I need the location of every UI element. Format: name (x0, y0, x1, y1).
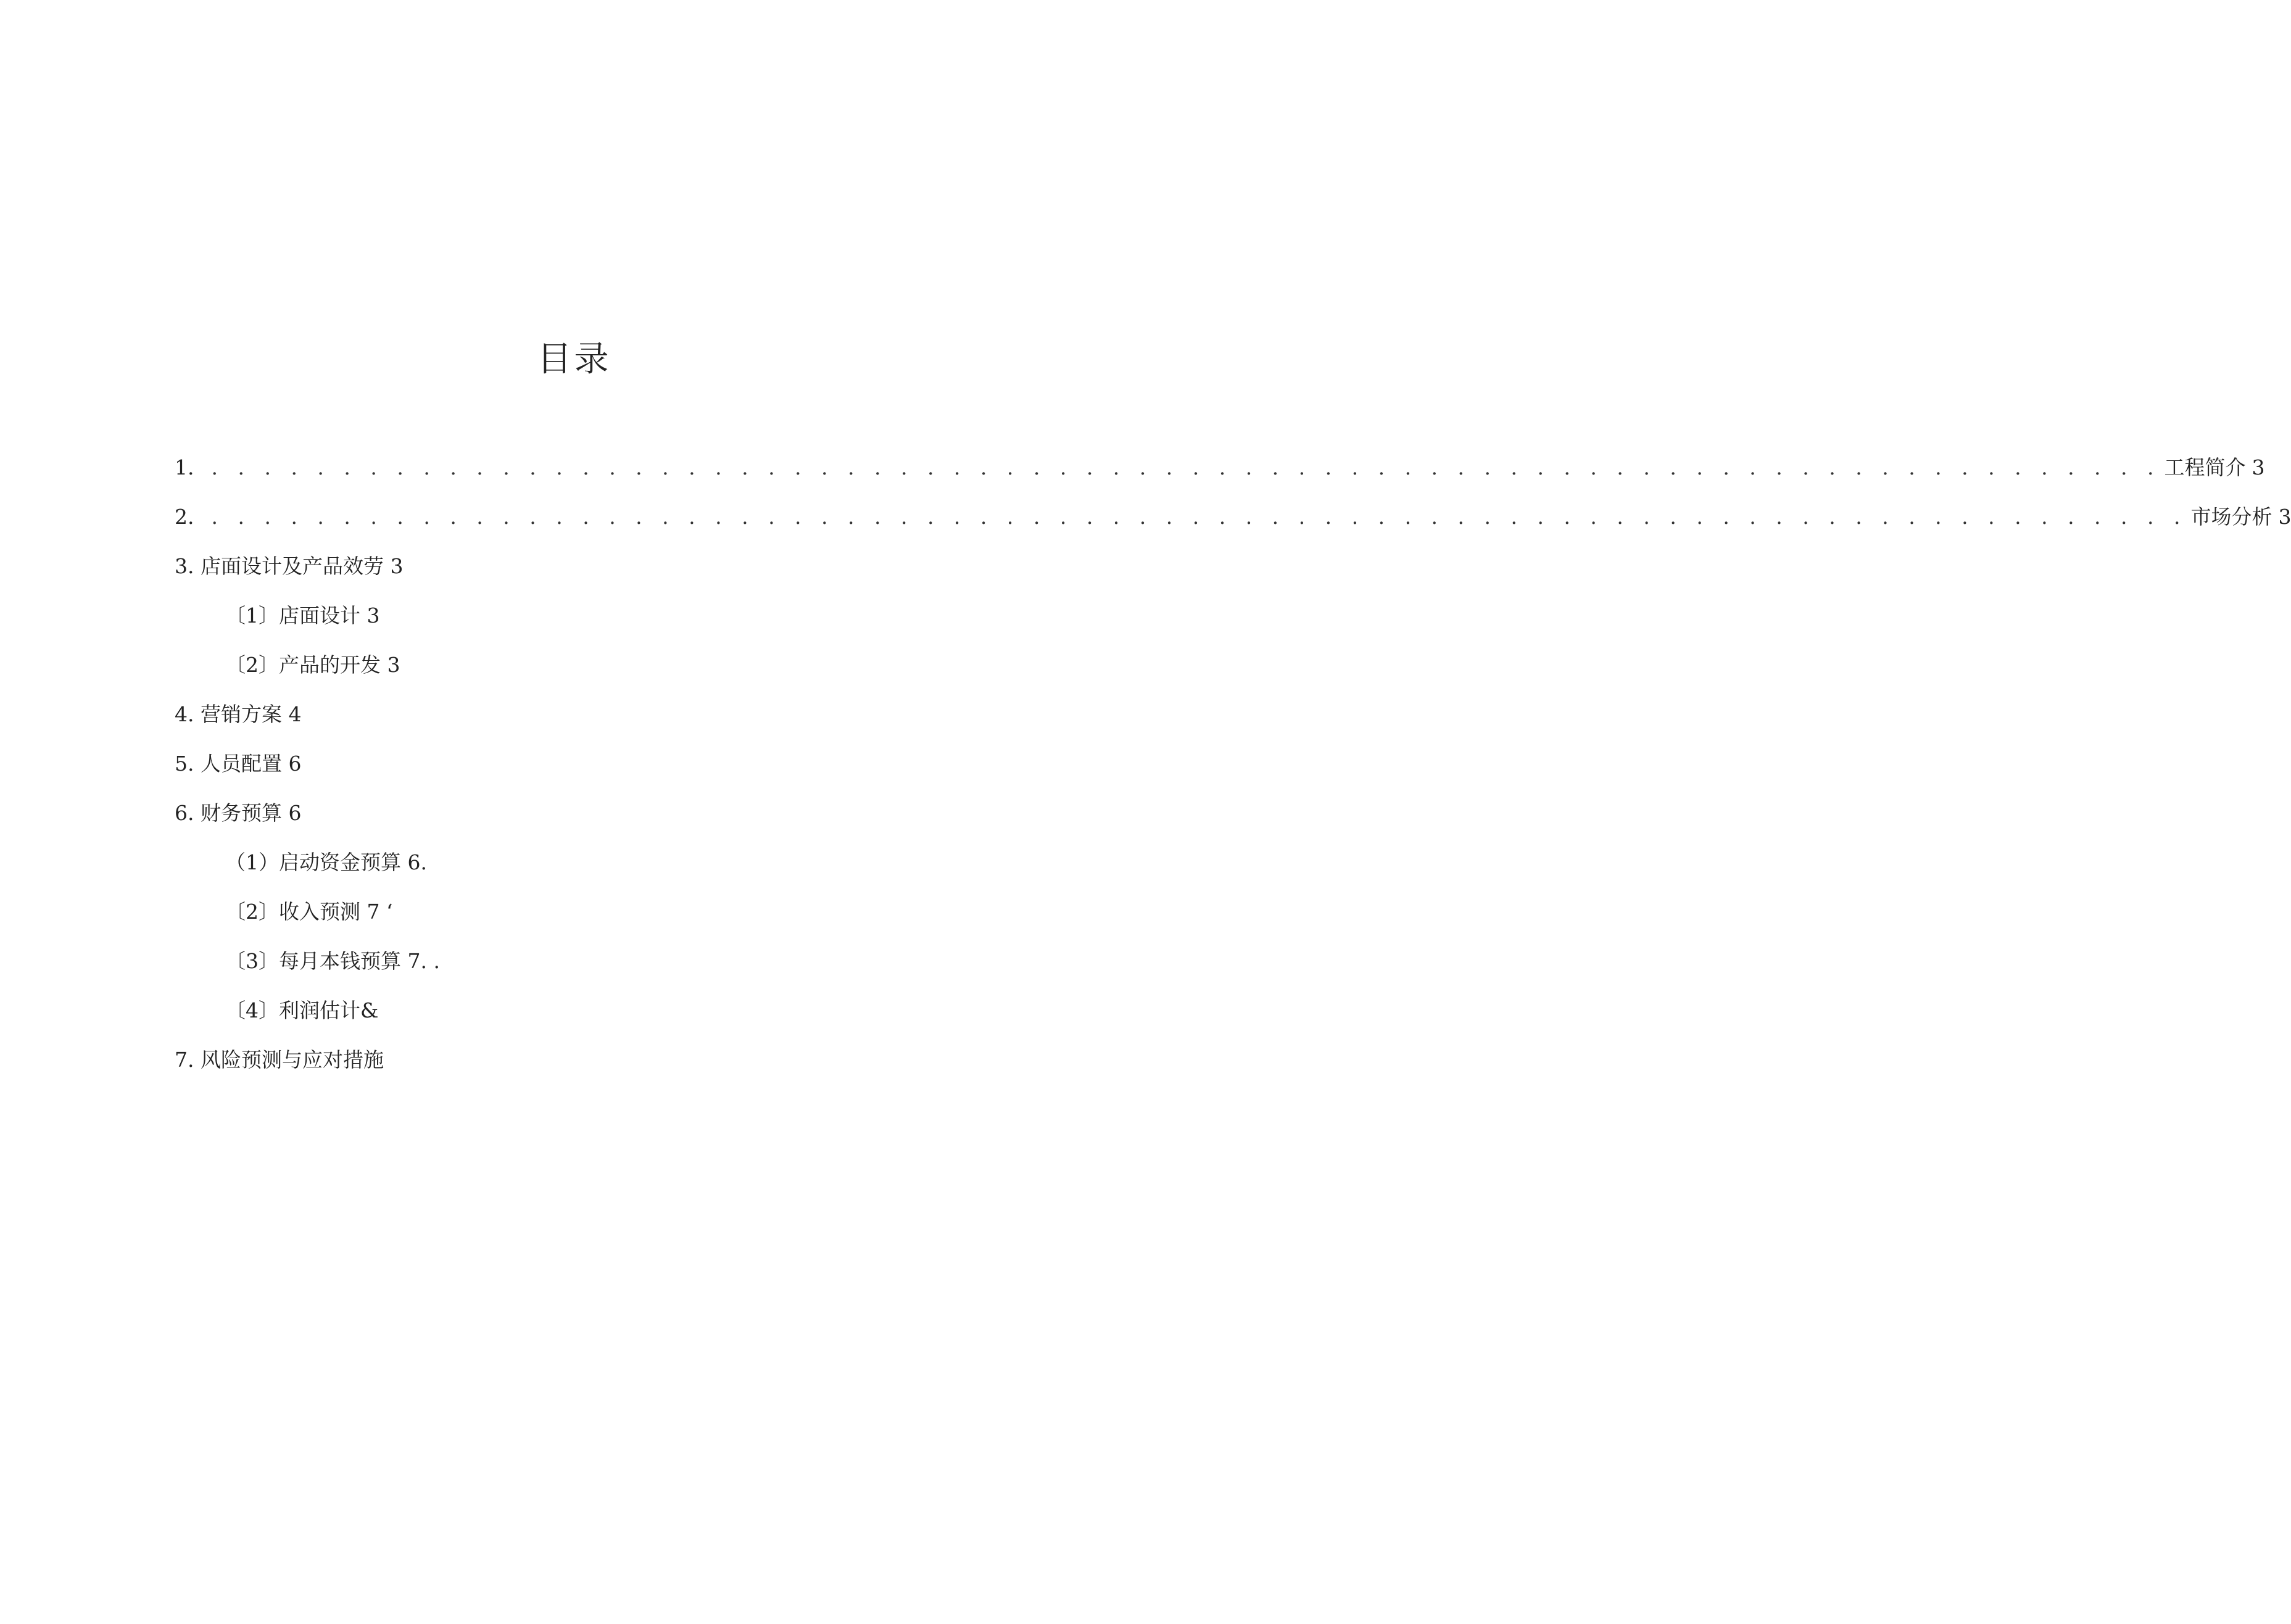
toc-entry-6-2[interactable]: 〔2〕收入预测 7 ‘ (225, 900, 393, 924)
toc-entry-label: 市场分析 (2190, 505, 2272, 529)
toc-entry-page: 3 (2252, 455, 2265, 479)
toc-entry-6-3[interactable]: 〔3〕每月本钱预算 7. . (225, 949, 440, 973)
toc-entry-label: 工程简介 (2164, 455, 2246, 479)
toc-entry-number: 2. (175, 505, 194, 529)
toc-entry-3[interactable]: 3. 店面设计及产品效劳 3 (175, 554, 404, 578)
toc-title: 目录 (537, 339, 611, 379)
toc-entry-5[interactable]: 5. 人员配置 6 (175, 752, 302, 776)
toc-entry-4[interactable]: 4. 营销方案 4 (175, 702, 302, 726)
toc-entry-3-1[interactable]: 〔1〕店面设计 3 (225, 603, 380, 628)
dot-leader: . . . . . . . . . . . . . . . . . . . . . . . . . . . . . . . . . . . . . . . . . . . . . . . . . . . . . . . . . . . . . . . . . . . . . . . . . . (211, 455, 2161, 479)
toc-entry-number: 1. (175, 455, 194, 479)
toc-entry-3-2[interactable]: 〔2〕产品的开发 3 (225, 653, 400, 677)
toc-entry-page: 3 (2278, 505, 2291, 529)
toc-entry-2[interactable] (175, 502, 2291, 532)
dot-leader: . . . . . . . . . . . . . . . . . . . . . . . . . . . . . . . . . . . . . . . . . . . . . . . . . . . . . . . . . . . . . . . . . . . . . . . . . . . (211, 505, 2187, 529)
toc-entry-1[interactable] (175, 452, 2265, 483)
toc-entry-6-1[interactable]: （1）启动资金预算 6. (225, 850, 427, 874)
toc-entry-6[interactable]: 6. 财务预算 6 (175, 801, 302, 825)
toc-entry-7[interactable]: 7. 风险预测与应对措施 (175, 1048, 384, 1072)
toc-entry-6-4[interactable]: 〔4〕利润估计& (225, 998, 379, 1022)
